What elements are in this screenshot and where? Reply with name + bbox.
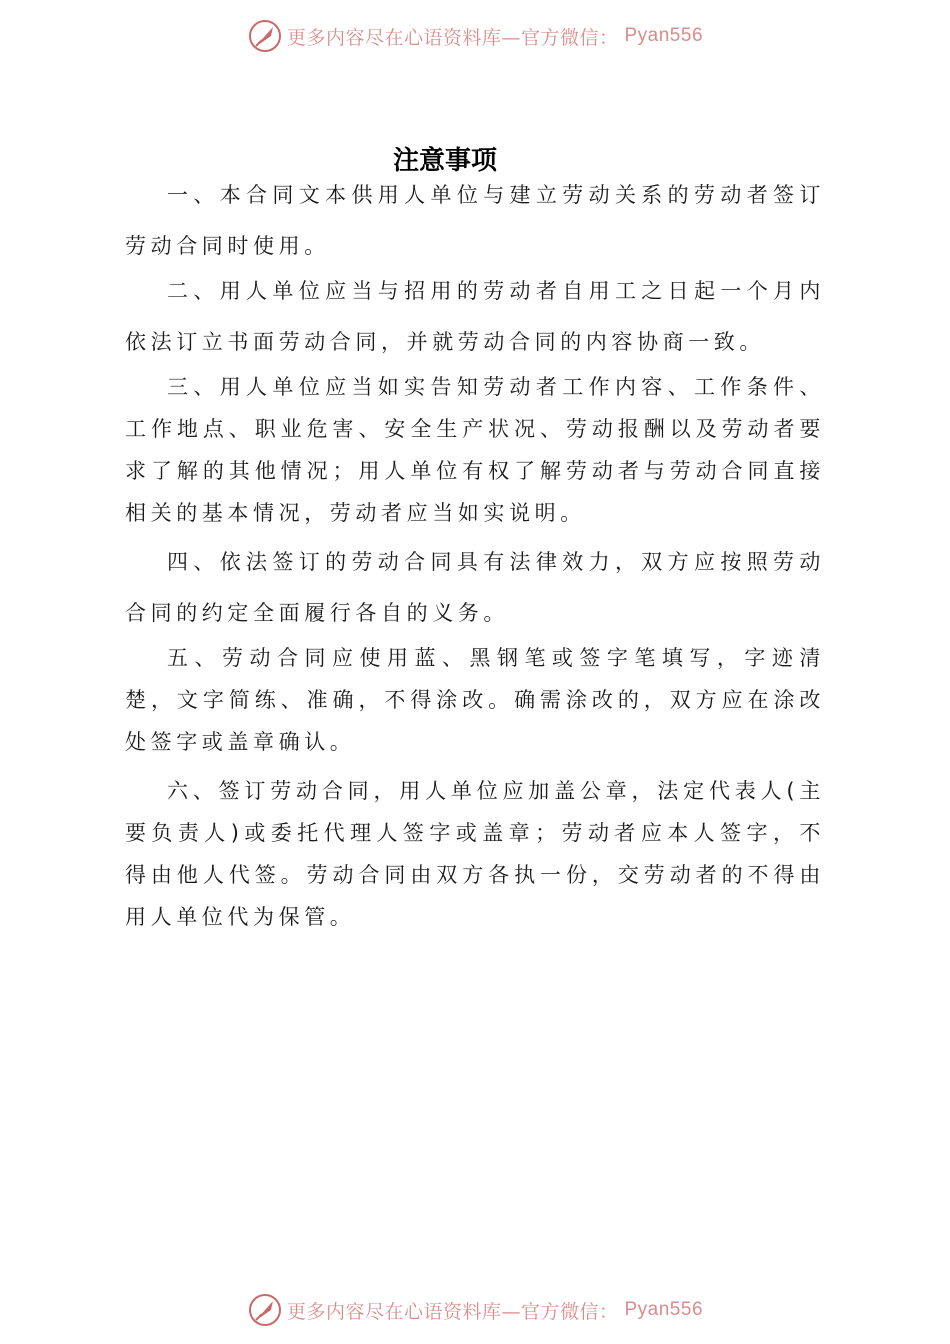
notice-paragraph-1: 一、本合同文本供用人单位与建立劳动关系的劳动者签订劳动合同时使用。 [125, 183, 825, 258]
watermark-header [0, 16, 950, 56]
quill-logo-icon [247, 1292, 283, 1328]
watermark-text: 更多内容尽在心语资料库—官方微信： [286, 26, 619, 49]
notice-paragraph-3: 三、用人单位应当如实告知劳动者工作内容、工作条件、工作地点、职业危害、安全生产状况、劳动报酬以及劳动者要求了解的其他情况；用人单位有权了解劳动者与劳动合同直接相关的基本情况，劳动者应当如实说明。 [125, 375, 825, 525]
page-title: 注意事项 [392, 146, 497, 176]
watermark-footer [0, 1290, 950, 1330]
watermark-wechat-id: Pyan556 [624, 1299, 704, 1320]
notice-paragraph-5: 五、劳动合同应使用蓝、黑钢笔或签字笔填写，字迹清楚，文字简练、准确，不得涂改。确需涂改的，双方应在涂改处签字或盖章确认。 [125, 646, 825, 754]
notice-paragraph-2: 二、用人单位应当与招用的劳动者自用工之日起一个月内依法订立书面劳动合同，并就劳动合同的内容协商一致。 [125, 279, 825, 354]
watermark-wechat-id: Pyan556 [624, 25, 704, 46]
notice-paragraph-4: 四、依法签订的劳动合同具有法律效力，双方应按照劳动合同的约定全面履行各自的义务。 [125, 550, 825, 625]
quill-logo-icon [247, 18, 283, 54]
watermark-text: 更多内容尽在心语资料库—官方微信： [286, 1300, 619, 1323]
notice-paragraph-6: 六、签订劳动合同，用人单位应加盖公章，法定代表人(主要负责人)或委托代理人签字或盖章；劳动者应本人签字，不得由他人代签。劳动合同由双方各执一份，交劳动者的不得由用人单位代为保管。 [125, 779, 825, 929]
